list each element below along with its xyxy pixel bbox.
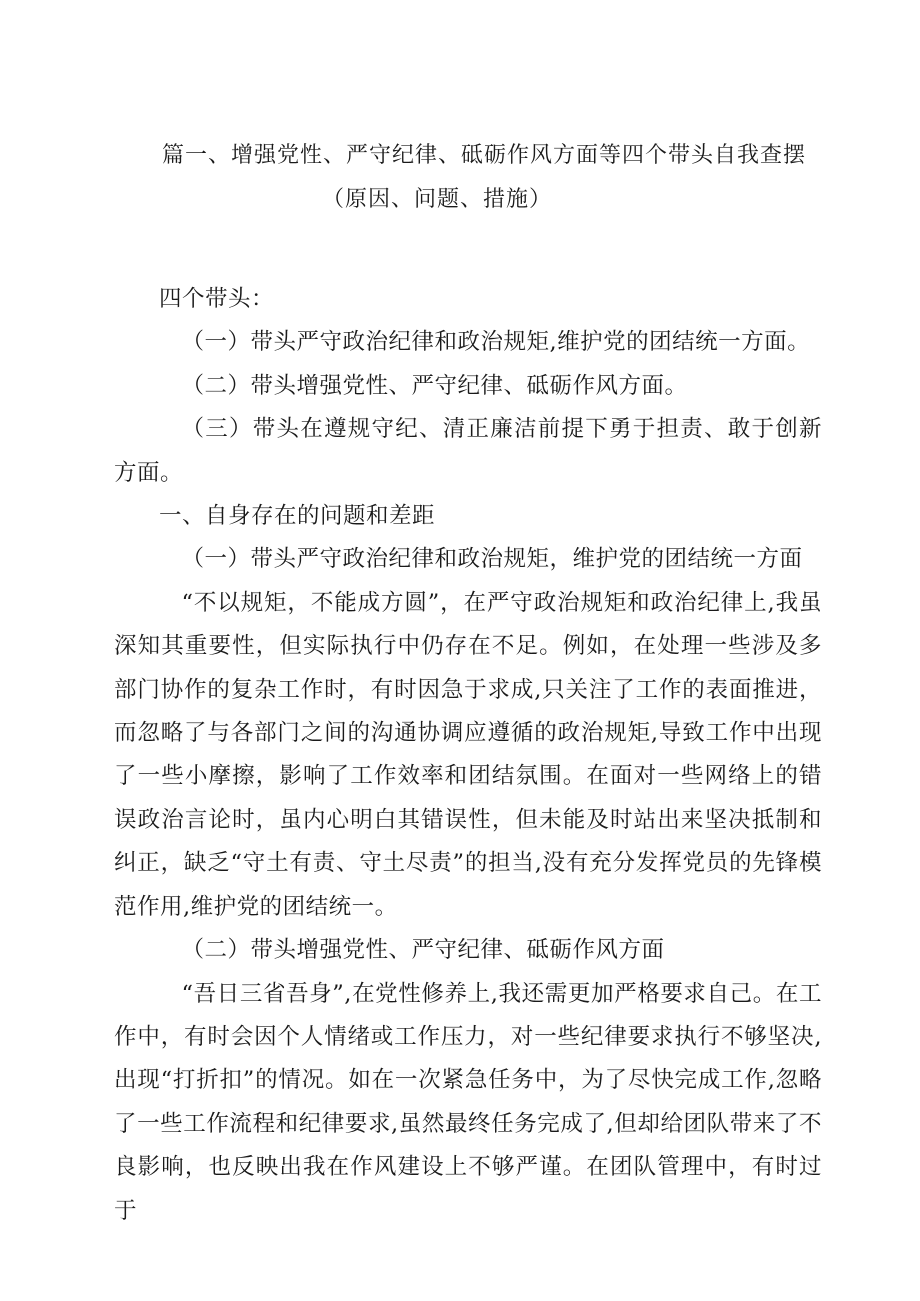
- paragraph: （二）带头增强党性、严守纪律、砥砺作风方面。: [181, 372, 688, 399]
- paragraph: “不以规矩，不能成方圆”，在严守政治规矩和政治纪律上,我虽深知其重要性，但实际执行中仍存在不足。例如，在处理一些涉及多部门协作的复杂工作时，有时因急于求成,只关注了工作的表面推进，而忽略了与各部门之间的沟通协调应遵循的政治规矩,导致工作中出现了一些小摩擦，影响了工作效率和团结氛围。在面对一些网络上的错误政治言论时，虽内心明白其错误性，但未能及时站出来坚决抵制和纠正，缺乏“守土有责、守土尽责”的担当,没有充分发挥党员的先锋模范作用,维护党的团结统一。: [114, 589, 822, 920]
- paragraph: （一）带头严守政治纪律和政治规矩,维护党的团结统一方面。: [181, 329, 811, 356]
- paragraph: “吾日三省吾身”,在党性修养上,我还需更加严格要求自己。在工作中，有时会因个人情绪或工作压力，对一些纪律要求执行不够坚决,出现“打折扣”的情况。如在一次紧急任务中，为了尽快完成工作,忽略了一些工作流程和纪律要求,虽然最终任务完成了,但却给团队带来了不良影响，也反映出我在作风建设上不够严谨。在团队管理中，有时过于: [114, 980, 822, 1224]
- subsection-heading: （一）带头严守政治纪律和政治规矩，维护党的团结统一方面: [181, 546, 803, 573]
- section-heading: 一、自身存在的问题和差距: [159, 503, 436, 530]
- paragraph: 四个带头：: [159, 286, 275, 312]
- document-title: 篇一、增强党性、严守纪律、砥砺作风方面等四个带头自我查摆: [162, 143, 807, 168]
- subsection-heading: （二）带头增强党性、严守纪律、砥砺作风方面: [181, 937, 665, 964]
- document-body: [114, 278, 822, 1233]
- document-subtitle: （原因、问题、措施）: [322, 187, 553, 212]
- paragraph: （三）带头在遵规守纪、清正廉洁前提下勇于担责、敢于创新方面。: [114, 416, 822, 486]
